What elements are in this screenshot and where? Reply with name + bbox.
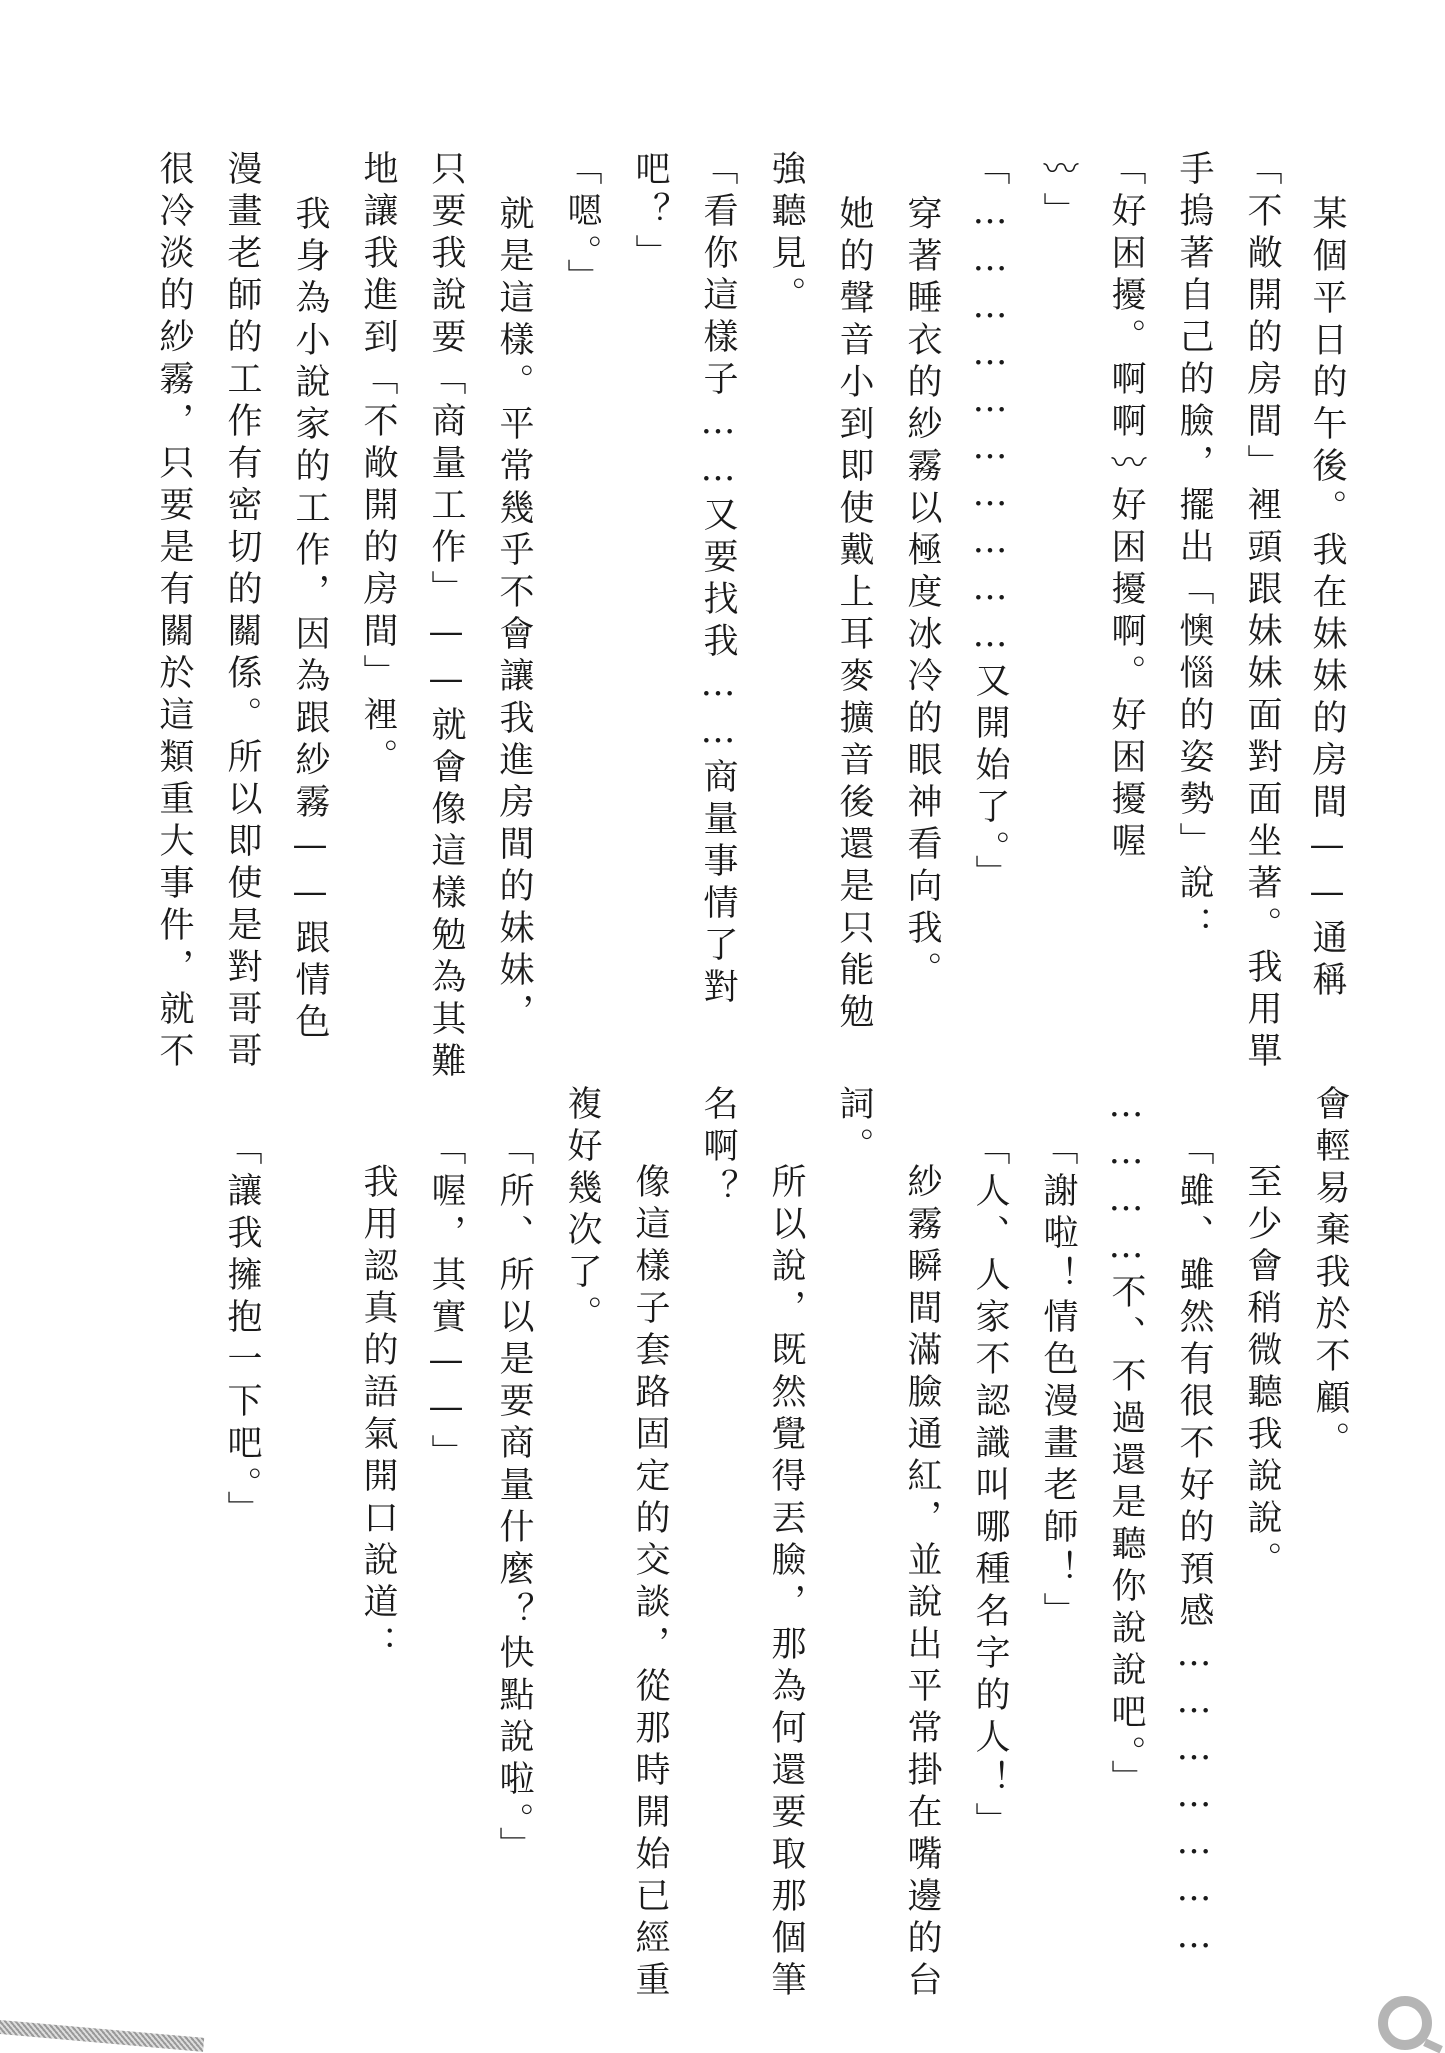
- text-column: 地讓我進到「不敞開的房間」裡。: [358, 150, 398, 780]
- text-column: 紗霧瞬間滿臉通紅，並說出平常掛在嘴邊的台: [902, 1163, 942, 2003]
- text-column: 像這樣子套路固定的交談，從那時開始已經重: [630, 1163, 670, 2003]
- text-column: 只要我說要「商量工作」——就會像這樣勉為其難: [426, 150, 466, 1084]
- text-column: 就是這樣。平常幾乎不會讓我進房間的妹妹，: [494, 195, 534, 1035]
- text-column: 名啊？: [698, 1085, 738, 1211]
- text-column: 「讓我擁抱一下吧。」: [222, 1130, 262, 1533]
- text-column: 我身為小說家的工作，因為跟紗霧——跟情色: [290, 195, 330, 1045]
- text-column: 「所、所以是要商量什麼？快點說啦。」: [494, 1130, 534, 1869]
- text-column: 她的聲音小到即使戴上耳麥擴音後還是只能勉: [834, 195, 874, 1035]
- text-column: 我用認真的語氣開口說道：: [358, 1163, 398, 1667]
- text-column: 「人、人家不認識叫哪種名字的人！」: [970, 1130, 1010, 1844]
- text-column: 「嗯。」: [562, 150, 602, 301]
- stippled-ring-icon: [1378, 1996, 1432, 2050]
- text-column: 詞。: [834, 1085, 874, 1169]
- text-column: 會輕易棄我於不顧。: [1310, 1085, 1350, 1463]
- text-column: 穿著睡衣的紗霧以極度冰冷的眼神看向我。: [902, 195, 942, 993]
- text-column: 至少會稍微聽我說說。: [1242, 1163, 1282, 1583]
- text-column: 「謝啦！情色漫畫老師！」: [1038, 1130, 1078, 1634]
- text-column: 手摀著自己的臉，擺出「懊惱的姿勢」說：: [1174, 150, 1214, 948]
- text-column: 某個平日的午後。我在妹妹的房間——通稱: [1307, 195, 1347, 1003]
- text-column: 「…………………………又開始了。」: [970, 150, 1010, 897]
- text-column: 〰」: [1038, 150, 1078, 234]
- text-column: 強聽見。: [766, 150, 806, 318]
- text-column: …………不、不過還是聽你說說吧。」: [1106, 1085, 1146, 1802]
- text-column: 「喔，其實——」: [426, 1130, 466, 1476]
- text-column: 「好困擾。啊啊〰好困擾啊。好困擾喔: [1106, 150, 1146, 864]
- text-column: 「雖、雖然有很不好的預感…………………: [1174, 1130, 1214, 1963]
- text-column: 複好幾次了。: [562, 1085, 602, 1337]
- text-column: 很冷淡的紗霧，只要是有關於這類重大事件，就不: [154, 150, 194, 1074]
- text-column: 「看你這樣子……又要找我……商量事情了對: [698, 150, 738, 1010]
- text-column: 所以說，既然覺得丟臉，那為何還要取那個筆: [766, 1163, 806, 2003]
- text-column: 吧？」: [630, 150, 670, 276]
- text-column: 漫畫老師的工作有密切的關係。所以即使是對哥哥: [222, 150, 262, 1074]
- text-column: 「不敞開的房間」裡頭跟妹妹面對面坐著。我用單: [1242, 150, 1282, 1074]
- stippled-bar-decoration: [0, 2020, 204, 2052]
